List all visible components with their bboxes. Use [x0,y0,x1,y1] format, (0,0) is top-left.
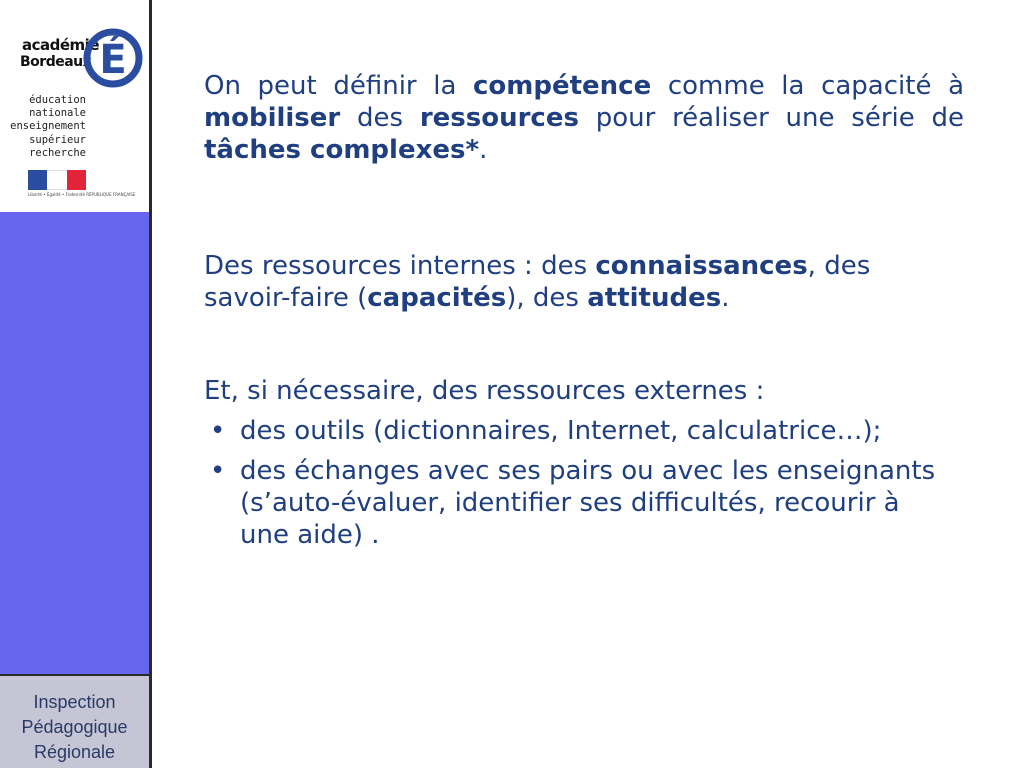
inspection-line: Régionale [33,742,116,762]
keyword-taches-complexes: tâches complexes* [204,135,480,165]
logo-academie-text: académie [22,36,99,54]
competence-definition [204,70,964,166]
list-item-text: des outils (dictionnaires, Internet, calculatrice…); [240,416,882,446]
inspection-line: Inspection [33,692,116,712]
text: , des savoir-faire ( [204,251,871,313]
keyword-competence: compétence [473,71,652,101]
text: comme la capacité à [651,71,964,101]
academie-bordeaux-logo [0,0,149,214]
logo-e-emblem [82,16,144,88]
ministry-lines [0,94,86,160]
keyword-capacites: capacités [367,283,507,313]
list-item [204,415,944,447]
keyword-mobiliser: mobiliser [204,103,341,133]
ministry-line: nationale [29,107,86,120]
external-resources [204,375,944,551]
keyword-attitudes: attitudes [587,283,722,313]
sidebar-blue-panel [0,212,149,676]
svg-text:É: É [99,37,127,83]
list-item-text: des échanges avec ses pairs ou avec les enseignants (s’auto-évaluer, identifier ses difficultés, recourir à une aide) . [240,456,936,550]
ministry-line: recherche [29,146,86,159]
bullet-icon: • [210,416,226,446]
text: des [340,103,420,133]
bullet-icon: • [210,456,226,486]
inspection-label [0,690,149,765]
text: . [479,135,488,165]
external-resources-list [204,415,944,551]
keyword-connaissances: connaissances [595,251,808,281]
text: Des ressources internes : des [204,251,596,281]
text: ), des [506,283,588,313]
ministry-line: supérieur [29,133,86,146]
text: On peut définir la [204,71,473,101]
text: pour réaliser une série de [578,103,964,133]
text: . [721,283,730,313]
inspection-line: Pédagogique [21,717,128,737]
internal-resources [204,250,964,314]
ministry-line: éducation [29,94,86,106]
sidebar [0,0,152,768]
logo-bordeaux-text: Bordeaux [20,54,92,70]
keyword-ressources: ressources [419,103,579,133]
list-item [204,455,944,551]
ministry-line: enseignement [10,120,86,133]
republic-motto: Liberté • Égalité • Fraternité RÉPUBLIQUE FRANÇAISE [28,192,136,197]
external-resources-intro: Et, si nécessaire, des ressources externes : [204,376,765,406]
french-republic-flag-icon [28,170,86,190]
